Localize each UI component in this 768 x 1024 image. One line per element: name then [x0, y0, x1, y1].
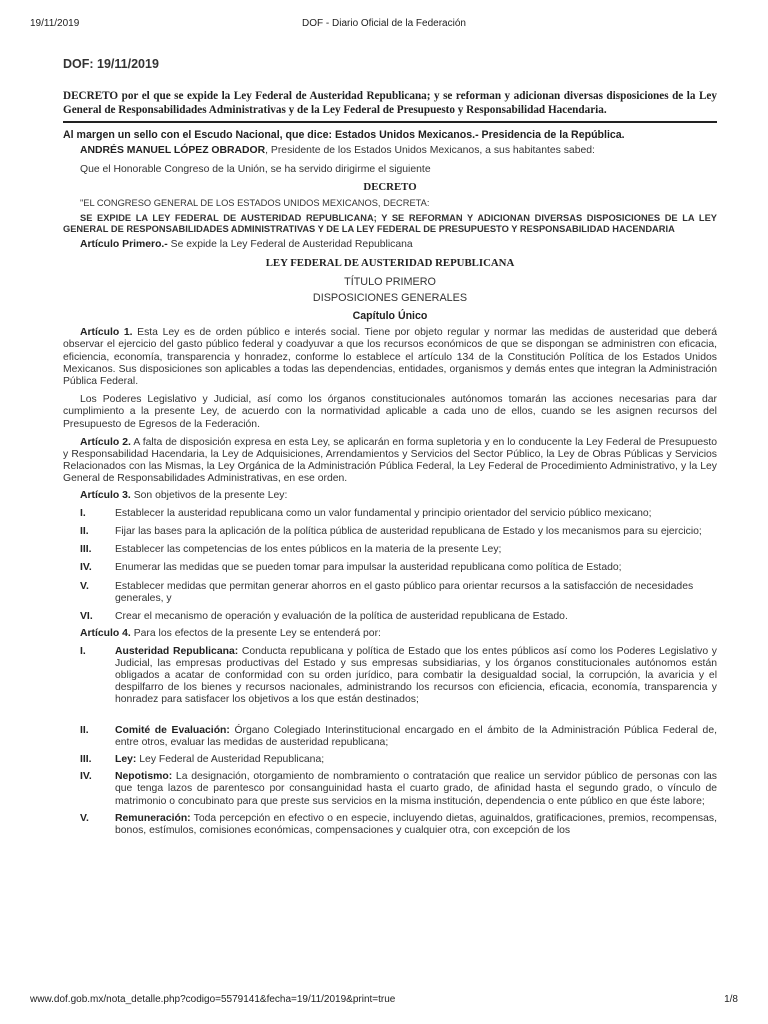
item-number: IV.: [80, 771, 92, 783]
articulo-primero-text: Se expide la Ley Federal de Austeridad Republicana: [167, 239, 413, 251]
art1-text: Esta Ley es de orden público e interés social. Tiene por objeto regular y normar las medidas de austeridad que deberá observar el ejercicio del gasto público federal y coadyuvar a que los recursos económicos de que se dispongan se administren con eficacia, eficiencia, economía, transparencia y honradez, conforme lo establece el artículo 134 de la Constitución Política de los Estados Unidos Mexicanos. Sus disposiciones son aplicables a todas las dependencias, entidades, organismos y demás entes que integran la Administración Pública Federal.: [63, 327, 717, 388]
item-number: II.: [80, 724, 89, 736]
articulo-2: [63, 437, 717, 486]
expide-caps: SE EXPIDE LA LEY FEDERAL DE AUSTERIDAD REPUBLICANA; Y SE REFORMAN Y ADICIONAN DIVERSAS DISPOSICIONES DE LA LEY GENERAL DE RESPONSABILIDADES ADMINISTRATIVAS Y DE LA LEY FEDERAL DE PRESUPUESTO Y RESPONSABILIDAD HACENDARIA: [63, 213, 717, 235]
list-item: [63, 754, 717, 766]
president-rest: , Presidente de los Estados Unidos Mexicanos, a sus habitantes sabed:: [265, 145, 595, 157]
president-line: [63, 145, 717, 157]
list-item: [63, 508, 717, 520]
item-number: V.: [80, 580, 89, 592]
list-item: [63, 611, 717, 623]
print-title: DOF - Diario Oficial de la Federación: [302, 18, 466, 29]
art2-text: A falta de disposición expresa en esta Ley, se aplicarán en forma supletoria y en lo conducente la Ley Federal de Presupuesto y Responsabilidad Hacendaria, la Ley de Adquisiciones, Arrendamientos y Servicios del Sector Público, la Ley de Obras Públicas y Servicios Relacionados con las Mismas, la Ley Orgánica de la Administración Pública Federal, la Ley Federal de Procedimiento Administrativo, y la Ley General de Responsabilidades Administrativas, en ese orden.: [63, 436, 718, 485]
page-number: 1/8: [724, 994, 738, 1005]
item-number: II.: [80, 526, 89, 538]
print-date: 19/11/2019: [30, 18, 80, 29]
art3-list: [63, 508, 717, 623]
document-body: [63, 58, 717, 837]
articulo-3: [63, 490, 717, 502]
print-footer: [30, 994, 738, 1008]
item-text: La designación, otorgamiento de nombramiento o contratación que realice un servidor público de personas con las que tenga lazos de parentesco por consanguinidad hasta el cuarto grado, de afinidad hasta el segundo grado, o vínculo de matrimonio o concubinato para que preste sus servicios en la misma institución, dependencia o ente público en que éste labore;: [115, 771, 717, 807]
art3-label: Artículo 3.: [80, 489, 131, 501]
item-text: Órgano Colegiado Interinstitucional encargado en el ámbito de la Administración Pública Federal de, entre otros, evaluar las medidas de austeridad republicana;: [115, 724, 717, 748]
articulo-1: [63, 327, 717, 388]
decreto-heading: DECRETO: [363, 180, 417, 193]
item-number: V.: [80, 812, 89, 824]
item-number: VI.: [80, 611, 93, 623]
item-text: Crear el mecanismo de operación y evaluación de la política de austeridad republicana de Estado.: [115, 611, 568, 623]
congress-decrees: "EL CONGRESO GENERAL DE LOS ESTADOS UNIDOS MEXICANOS, DECRETA:: [80, 198, 430, 209]
titulo-primero: TÍTULO PRIMERO: [344, 275, 436, 288]
art3-text: Son objetivos de la presente Ley:: [130, 489, 288, 501]
dof-date: DOF: 19/11/2019: [63, 57, 159, 71]
item-text: Ley Federal de Austeridad Republicana;: [136, 753, 325, 765]
list-item: [63, 562, 717, 574]
item-text: Conducta republicana y política de Estado que los entes públicos así como los Poderes Legislativo y Judicial, las empresas productivas del Estado y sus empresas subsidiarias, y los órganos constitucionales autónomos están obligados a acatar de conformidad con su orden jurídico, para combatir la desigualdad social, la corrupción, la avaricia y el despilfarro de los bienes y recursos nacionales, administrando los recursos con eficiencia, eficacia, economía, transparencia y honradez para satisfacer los objetivos a los que están destinados;: [115, 645, 718, 706]
item-term: Comité de Evaluación:: [115, 724, 230, 736]
item-text: Establecer las competencias de los entes públicos en la materia de la presente Ley;: [115, 544, 502, 556]
art4-list: [63, 646, 717, 838]
item-term: Nepotismo:: [115, 771, 173, 783]
list-item: [63, 771, 717, 808]
art2-label: Artículo 2.: [80, 436, 131, 448]
list-item: [63, 544, 717, 556]
articulo-4: [63, 628, 717, 640]
list-item: [63, 646, 717, 707]
item-term: Remuneración:: [115, 812, 191, 824]
art1-label: Artículo 1.: [80, 327, 133, 339]
art4-label: Artículo 4.: [80, 628, 131, 640]
decree-title: DECRETO por el que se expide la Ley Federal de Austeridad Republicana; y se reforman y adicionan diversas disposiciones de la Ley General de Responsabilidades Administrativas y de la Ley Federal de Presupuesto y Responsabilidad Hacendaria.: [63, 90, 717, 116]
articulo-primero-label: Artículo Primero.-: [80, 239, 168, 251]
articulo-1-paragraph-2: Los Poderes Legislativo y Judicial, así como los órganos constitucionales autónomos tomarán las acciones necesarias para dar cumplimiento a la presente Ley, de acuerdo con la normatividad aplicable a cada uno de ellos, cuando se les asignen recursos del Presupuesto de Egresos de la Federación.: [63, 394, 717, 430]
item-number: I.: [80, 507, 86, 519]
title-divider: [63, 121, 717, 123]
page-url: www.dof.gob.mx/nota_detalle.php?codigo=5579141&fecha=19/11/2019&print=true: [30, 994, 396, 1005]
item-number: IV.: [80, 562, 92, 574]
list-item: [63, 725, 717, 749]
president-name: ANDRÉS MANUEL LÓPEZ OBRADOR: [80, 145, 266, 157]
item-number: I.: [80, 645, 86, 657]
art4-text: Para los efectos de la presente Ley se entenderá por:: [130, 628, 381, 640]
item-text: Toda percepción en efectivo o en especie, incluyendo dietas, aguinaldos, gratificaciones, premios, recompensas, bonos, estímulos, comisiones económicas, compensaciones y cualquier otra, con excepción de los: [115, 812, 717, 836]
list-item: [63, 581, 717, 605]
item-number: III.: [80, 544, 92, 556]
item-text: Establecer medidas que permitan generar ahorros en el gasto público para orientar recursos a la satisfacción de necesidades generales, y: [115, 580, 694, 604]
item-text: Fijar las bases para la aplicación de la política pública de austeridad republicana de Estado y los mecanismos para su ejercicio;: [115, 526, 702, 538]
list-item: [63, 813, 717, 837]
congress-line: Que el Honorable Congreso de la Unión, se ha servido dirigirme el siguiente: [80, 163, 431, 175]
item-number: III.: [80, 753, 92, 765]
capitulo-unico: Capítulo Único: [352, 310, 428, 323]
item-term: Austeridad Republicana:: [115, 645, 239, 657]
item-text: Establecer la austeridad republicana como un valor fundamental y principio orientador del servicio público mexicano;: [115, 507, 652, 519]
disposiciones-generales: DISPOSICIONES GENERALES: [312, 291, 468, 304]
articulo-primero: [63, 239, 717, 251]
item-term: Ley:: [115, 753, 137, 765]
item-text: Enumerar las medidas que se pueden tomar para impulsar la austeridad republicana como política de Estado;: [115, 562, 622, 574]
margin-note: Al margen un sello con el Escudo Nacional, que dice: Estados Unidos Mexicanos.- Presidencia de la República.: [63, 129, 625, 142]
print-header: [30, 18, 738, 32]
law-title: LEY FEDERAL DE AUSTERIDAD REPUBLICANA: [265, 257, 515, 270]
list-item: [63, 526, 717, 538]
